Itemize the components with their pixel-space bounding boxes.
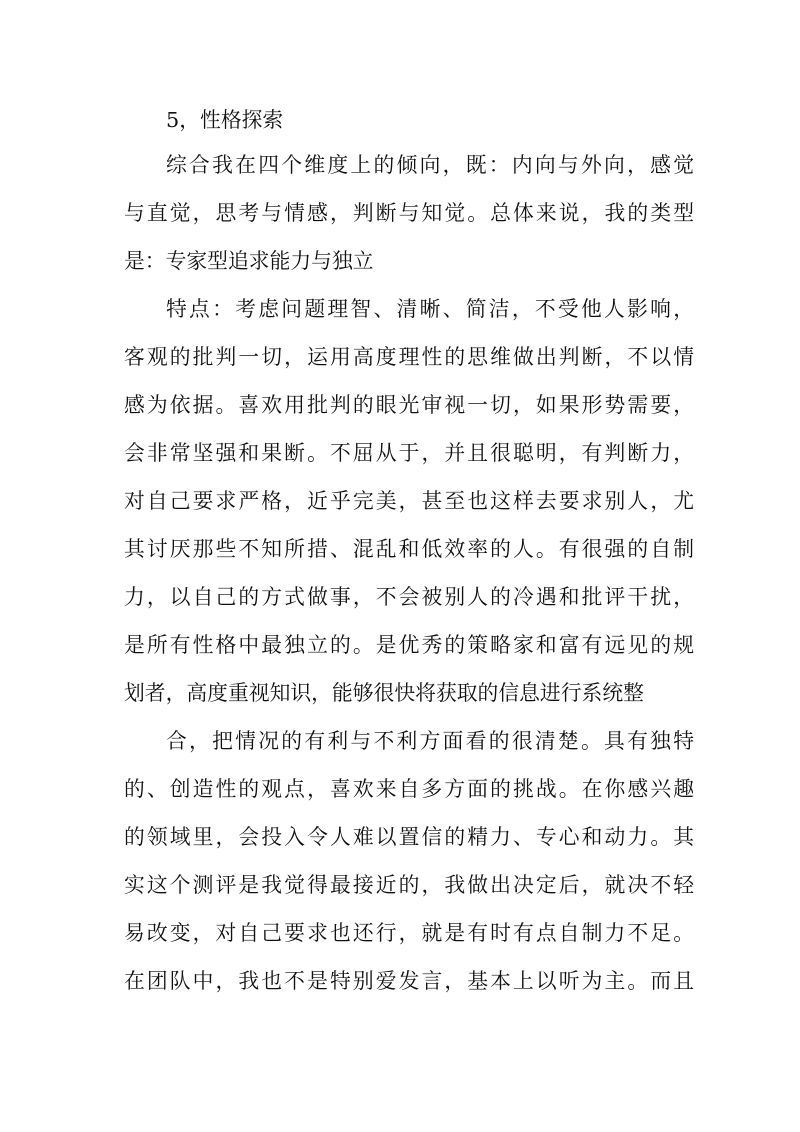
- paragraph-3-line-6: 在团队中，我也不是特别爱发言，基本上以听为主。而且: [124, 969, 694, 993]
- paragraph-1-line-2: 与直觉，思考与情感，判断与知觉。总体来说，我的类型: [124, 201, 694, 225]
- paragraph-1-line-1: 综合我在四个维度上的倾向，既：内向与外向，感觉: [166, 153, 694, 177]
- paragraph-2-line-1: 特点：考虑问题理智、清晰、简洁，不受他人影响，: [166, 297, 694, 321]
- paragraph-2-line-2: 客观的批判一切，运用高度理性的思维做出判断，不以情: [124, 345, 694, 369]
- paragraph-3-line-2: 的、创造性的观点，喜欢来自多方面的挑战。在你感兴趣: [124, 777, 694, 801]
- paragraph-2-line-4: 会非常坚强和果断。不屈从于，并且很聪明，有判断力，: [124, 441, 694, 465]
- paragraph-3-line-1: 合，把情况的有利与不利方面看的很清楚。具有独特: [166, 729, 694, 753]
- paragraph-3-line-4: 实这个测评是我觉得最接近的，我做出决定后，就决不轻: [124, 873, 694, 897]
- paragraph-3-line-3: 的领域里，会投入令人难以置信的精力、专心和动力。其: [124, 825, 694, 849]
- paragraph-2-line-5: 对自己要求严格，近乎完美，甚至也这样去要求别人，尤: [124, 489, 694, 513]
- section-heading: 5，性格探索: [166, 108, 284, 132]
- paragraph-2-line-8: 是所有性格中最独立的。是优秀的策略家和富有远见的规: [124, 633, 694, 657]
- paragraph-3-line-5: 易改变，对自己要求也还行，就是有时有点自制力不足。: [124, 921, 694, 945]
- paragraph-2-line-3: 感为依据。喜欢用批判的眼光审视一切，如果形势需要，: [124, 393, 694, 417]
- paragraph-1-line-3: 是：专家型追求能力与独立: [124, 249, 374, 273]
- paragraph-2-line-6: 其讨厌那些不知所措、混乱和低效率的人。有很强的自制: [124, 537, 694, 561]
- paragraph-2-line-9: 划者，高度重视知识，能够很快将获取的信息进行系统整: [124, 681, 644, 705]
- paragraph-2-line-7: 力，以自己的方式做事，不会被别人的冷遇和批评干扰，: [124, 585, 694, 609]
